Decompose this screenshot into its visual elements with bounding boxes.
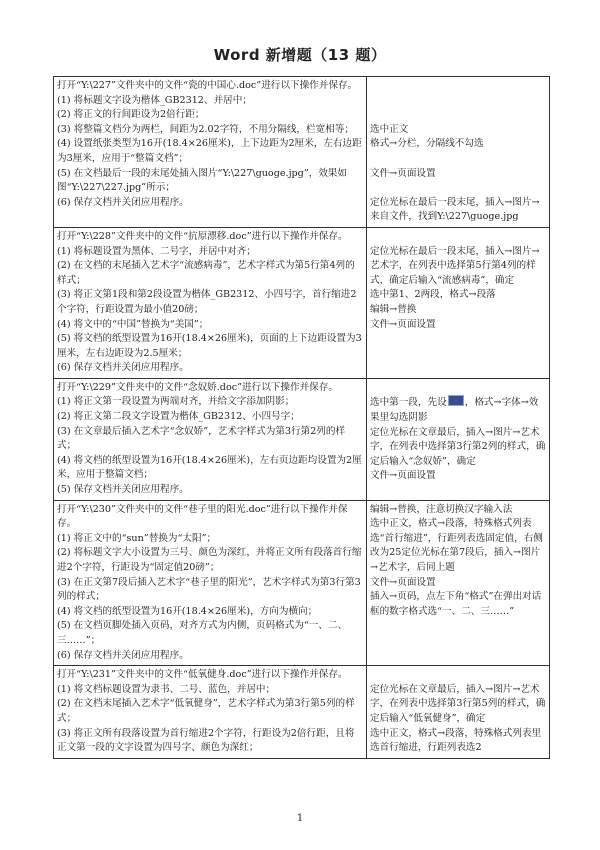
question-step: (2) 在文档的末尾插入艺术字“流感病毒”，艺术字样式为第5行第4列的样式；	[57, 260, 355, 286]
hint-step: 编辑→替换，注意切换汉字输入法	[370, 503, 513, 515]
hint-step	[370, 181, 546, 196]
hint-step: 选中第一段，先设 ，格式→字体→效果里勾选阴影	[370, 397, 539, 424]
hint-step: 文件→页面设置	[370, 576, 436, 588]
questions-table-body	[54, 77, 550, 759]
question-step: (1) 将正文中的“sun”替换为“太阳”；	[57, 532, 217, 544]
hint-spacer	[370, 381, 546, 396]
hint-cell	[367, 77, 550, 228]
question-step: (4) 将文中的“中国”替换为“美国”；	[57, 318, 209, 330]
hint-step: 定位光标在文章最后，插入→图片→艺术字，在列表中选择第3行第2列的样式，确定后输入“念奴娇”，确定	[370, 426, 546, 467]
hint-step: 选中第1、2两段，格式→段落	[370, 289, 496, 301]
page-number: 1	[296, 813, 304, 824]
hint-step	[370, 152, 546, 167]
hint-step: 定位光标在最后一段末尾，插入→图片→来自文件，找到Y:\227\guoge.jpg	[370, 196, 540, 223]
question-step: (3) 将正文第1段和第2段设置为楷体_GB2312、小四号字，首行缩进2个字符，行距设置为最小值20磅；	[57, 289, 357, 315]
question-step: (1) 将标题设置为黑体、二号字，并居中对齐；	[57, 245, 256, 257]
question-cell	[54, 227, 367, 378]
hint-step: 文件→页面设置	[370, 318, 436, 330]
hint-spacer	[370, 230, 546, 245]
question-row	[54, 77, 550, 228]
question-step: (5) 在文档最后一段的末尾处插入图片“Y:\227\guoge.jpg”，效果如图“Y:\227\227.jpg”所示；	[57, 167, 348, 194]
hint-cell	[367, 500, 550, 666]
question-step: (5) 在文档页脚处插入页码，对齐方式为内侧，页码格式为“一、二、三……”；	[57, 620, 348, 646]
question-step: (3) 在文章最后插入艺术字“念奴娇”，艺术字样式为第3行第2列的样式；	[57, 425, 346, 452]
question-step: (4) 将文档的纸型设置为16开(18.4×26厘米)，方向为横向；	[57, 605, 318, 617]
question-step: (6) 保存文档并关闭应用程序。	[57, 649, 189, 661]
hint-cell	[367, 227, 550, 378]
hint-step: 格式→分栏，分隔线不勾选	[370, 138, 484, 150]
question-step: (6) 保存文档并关闭应用程序。	[57, 196, 189, 208]
hint-cell	[367, 666, 550, 759]
page-title: Word 新增题（13 题）	[213, 46, 387, 64]
question-row	[54, 500, 550, 666]
hint-spacer	[370, 94, 546, 109]
hint-step: 编辑→替换	[370, 303, 417, 315]
question-step: (3) 将整篇文档分为两栏，间距为2.02字符，不用分隔线，栏宽相等；	[57, 123, 355, 135]
question-step: (3) 将正文所有段落设置为首行缩进2个字符，行距设为2倍行距，且将正文第一段的文字设置为四号字、颜色为深红；	[57, 727, 355, 754]
question-instruction: 打开“Y:\228”文件夹中的文件“抗原漂移.doc”进行以下操作并保存。	[57, 230, 348, 242]
hint-step: 选中正文，格式→段落，特殊格式列表里选首行缩进，行距列表选2	[370, 727, 542, 754]
question-step: (5) 将文档的纸型设置为16开(18.4×26厘米)，页面的上下边距设置为3厘米，左右边距设为2.5厘米；	[57, 333, 362, 359]
question-cell	[54, 378, 367, 500]
question-step: (3) 在正文第7段后插入艺术字“巷子里的阳光”，艺术字样式为第3行第3列的样式；	[57, 576, 361, 603]
question-instruction: 打开“Y:\231”文件夹中的文件“低氧健身.doc”进行以下操作并保存。	[57, 669, 348, 681]
questions-table	[53, 76, 550, 759]
question-step: (2) 将标题文字大小设置为三号、颜色为深红，并将正文所有段落首行缩进2个字符，行距设为“固定值20磅”；	[57, 547, 362, 573]
question-cell	[54, 77, 367, 228]
question-step: (4) 设置纸张类型为16开(18.4×26厘米)，上下边距为2厘米，左右边距为3厘米，应用于“整篇文档”；	[57, 138, 362, 164]
question-step: (2) 将正文的行间距设为2倍行距；	[57, 109, 205, 121]
question-cell	[54, 500, 367, 666]
hint-cell	[367, 378, 550, 500]
hint-step: 文件→页面设置	[370, 167, 436, 179]
question-step: (1) 将标题文字设为楷体_GB2312、并居中；	[57, 94, 252, 106]
question-step: (4) 将文档的纸型设置为16开(18.4×26厘米)，左右页边距均设置为2厘米，应用于整篇文档；	[57, 454, 362, 481]
hint-step: 定位光标在文章最后，插入→图片→艺术字，在列表中选择第3行第5列的样式，确定后输入“低氧健身”，确定	[370, 683, 546, 724]
question-row	[54, 227, 550, 378]
question-step: (5) 保存文档并关闭应用程序。	[57, 484, 189, 496]
hint-step: 选中正文，格式→段落，特殊格式列表选“首行缩进”，行距列表选固定值，右侧改为25定位光标在第7段后，插入→图片→艺术字，后同上题	[370, 518, 543, 573]
hint-spacer	[370, 79, 546, 94]
question-instruction: 打开“Y:\227”文件夹中的文件“瓷的中国心.doc”进行以下操作并保存。	[57, 80, 358, 91]
question-row	[54, 378, 550, 500]
hint-spacer	[370, 668, 546, 683]
question-step: (1) 将文档标题设置为隶书、二号、蓝色，并居中；	[57, 683, 276, 695]
hint-step: 文件→页面设置	[370, 470, 436, 482]
question-cell	[54, 666, 367, 759]
question-step: (1) 将正文第一段设置为两端对齐，并给文字添加阴影；	[57, 396, 295, 408]
question-step: (6) 保存文档并关闭应用程序。	[57, 362, 189, 374]
hint-step: 插入→页码，点左下角“格式”在弹出对话框的数字格式选“一、二、三……”	[370, 591, 542, 617]
question-instruction: 打开“Y:\229”文件夹中的文件“念奴娇.doc”进行以下操作并保存。	[57, 381, 338, 393]
hint-step: 定位光标在最后一段末尾，插入→图片→艺术字，在列表中选择第5行第4列的样式，确定后输入“流感病毒”，确定	[370, 245, 540, 286]
question-step: (2) 在文档末尾插入艺术字“低氧健身”，艺术字样式为第3行第5列的样式；	[57, 698, 355, 724]
format-painter-icon	[448, 395, 464, 406]
question-row	[54, 666, 550, 759]
hint-spacer	[370, 108, 546, 123]
question-step: (2) 将正文第二段文字设置为楷体_GB2312、小四号字；	[57, 411, 300, 423]
hint-step: 选中正文	[370, 123, 409, 135]
question-instruction: 打开“Y:\230”文件夹中的文件“巷子里的阳光.doc”进行以下操作并保存。	[57, 503, 348, 530]
